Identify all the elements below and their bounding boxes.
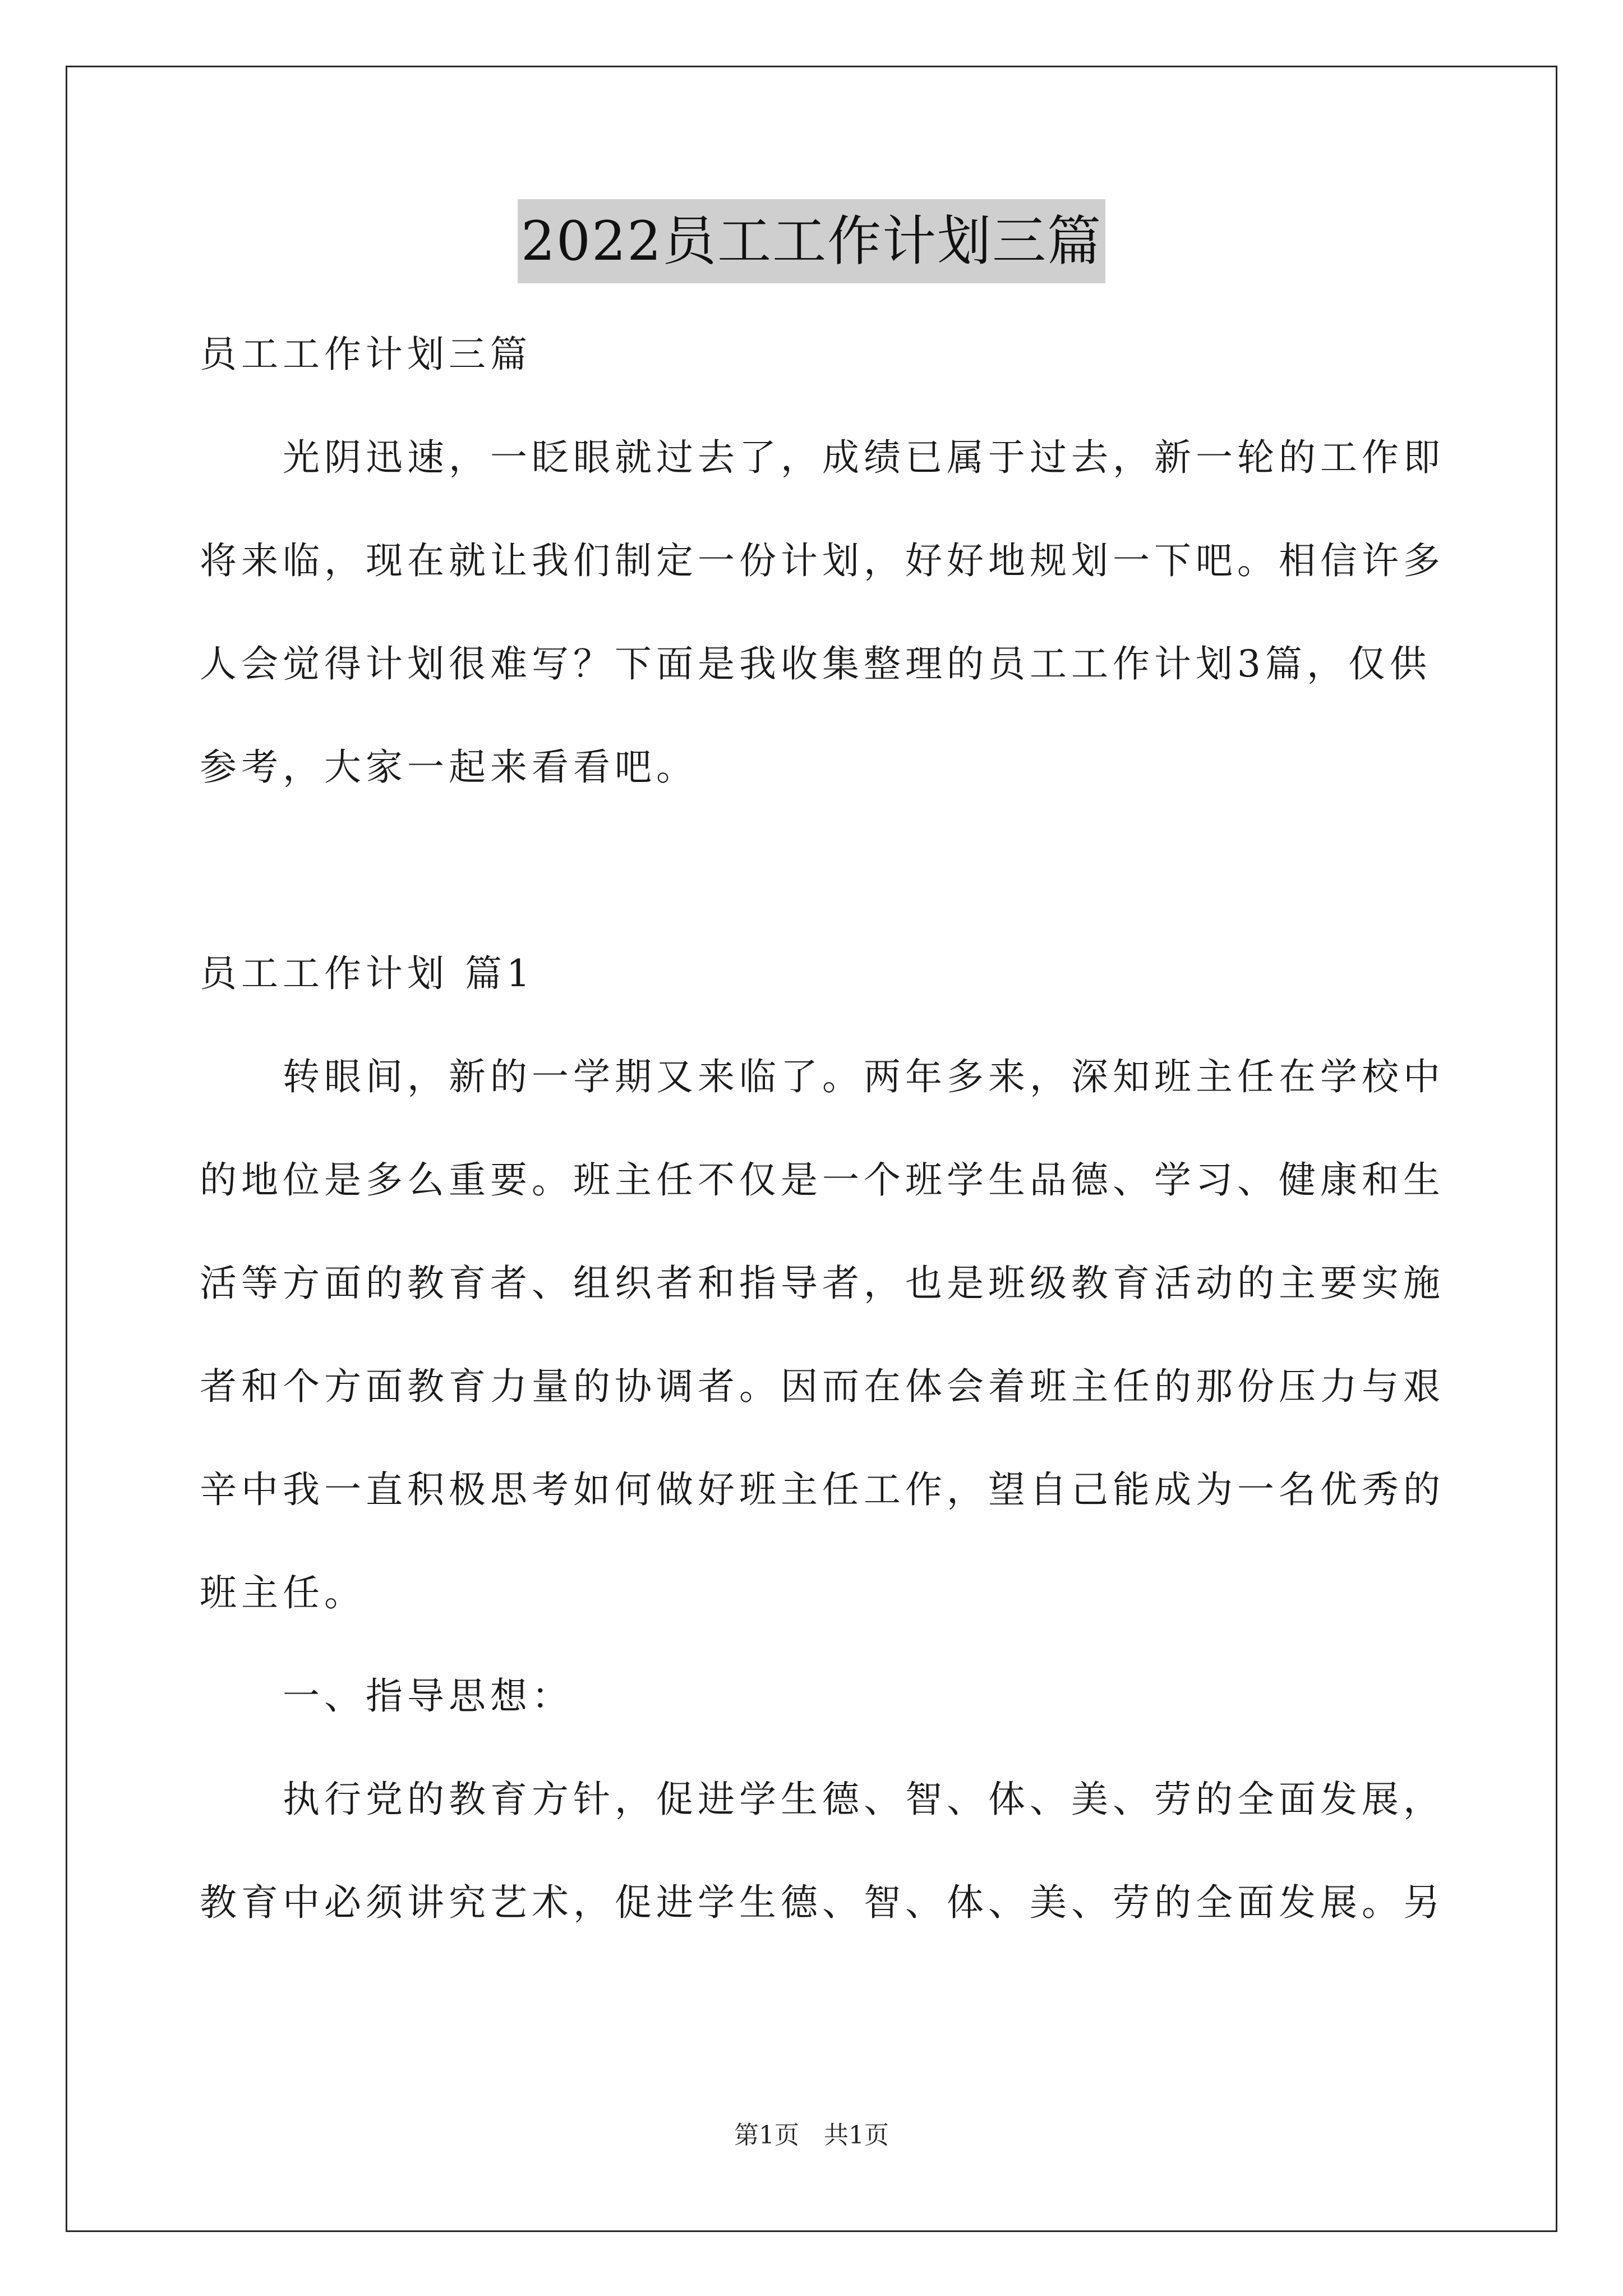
intro-paragraph-line: 参考，大家一起来看看吧。 [200, 746, 698, 789]
intro-paragraph-line: 光阴迅速，一眨眼就过去了，成绩已属于过去，新一轮的工作即 [283, 436, 1445, 479]
page-footer [0, 2115, 1623, 2151]
section-paragraph-line: 转眼间，新的一学期又来临了。两年多来，深知班主任在学校中 [283, 1055, 1445, 1098]
section-heading: 员工工作计划 篇1 [200, 952, 534, 995]
subheading: 一、指导思想： [283, 1674, 573, 1718]
intro-paragraph-line: 将来临，现在就让我们制定一份计划，好好地规划一下吧。相信许多 [200, 539, 1445, 582]
guide-paragraph-line: 教育中必须讲究艺术，促进学生德、智、体、美、劳的全面发展。另 [200, 1881, 1445, 1924]
section-spacer [200, 819, 1433, 922]
section-paragraph-line: 者和个方面教育力量的协调者。因而在体会着班主任的那份压力与艰 [200, 1365, 1445, 1408]
page-total: 共1页 [824, 2121, 889, 2150]
section-paragraph-line: 的地位是多么重要。班主任不仅是一个班学生品德、学习、健康和生 [200, 1158, 1445, 1202]
section-paragraph-line: 活等方面的教育者、组织者和指导者，也是班级教育活动的主要实施 [200, 1262, 1445, 1305]
section-paragraph-line: 班主任。 [200, 1571, 366, 1614]
section-paragraph-line: 辛中我一直积极思考如何做好班主任工作，望自己能成为一名优秀的 [200, 1468, 1445, 1511]
document-title: 2022员工工作计划三篇 [518, 199, 1105, 283]
intro-paragraph-line: 人会觉得计划很难写？下面是我收集整理的员工工作计划3篇，仅供 [200, 642, 1431, 685]
document-subtitle: 员工工作计划三篇 [200, 333, 532, 376]
guide-paragraph-line: 执行党的教育方针，促进学生德、智、体、美、劳的全面发展， [283, 1778, 1445, 1821]
title-container [0, 199, 1623, 283]
document-body [200, 303, 1445, 1954]
page-number: 第1页 [734, 2121, 799, 2150]
